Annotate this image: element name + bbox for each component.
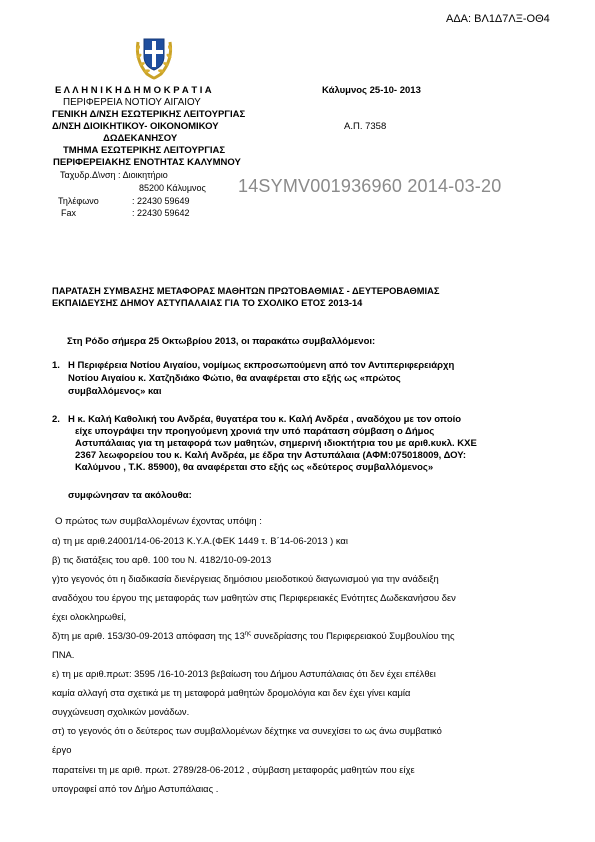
phone-label: Τηλέφωνο: [58, 196, 99, 206]
party2-line2: είχε υπογράψει την προηγούμενη χρονιά την υπό παράταση σύμβαση ο Δήμος: [75, 426, 435, 437]
item-st-line2: έργο: [52, 744, 72, 755]
general-directorate: ΓΕΝΙΚΗ Δ/ΝΣΗ ΕΣΩΤΕΡΙΚΗΣ ΛΕΙΤΟΥΡΓΙΑΣ: [52, 109, 246, 120]
item-b: β) τις διατάξεις του αρθ. 100 του Ν. 4182/10-09-2013: [52, 554, 272, 565]
item-d-superscript: ης: [244, 630, 252, 637]
item-d-line1: [52, 630, 454, 641]
registry-stamp: 14SYMV001936960 2014-03-20: [238, 176, 502, 196]
address-postcode: 85200 Κάλυμνος: [139, 183, 206, 193]
region-name: ΠΕΡΙΦΕΡΕΙΑ ΝΟΤΙΟΥ ΑΙΓΑΙΟΥ: [63, 97, 201, 108]
item-d-text: δ)τη με αριθ. 153/30-09-2013 απόφαση της 13: [52, 630, 245, 641]
extension-line2: υπογραφεί από τον Δήμο Αστυπάλαιας .: [52, 783, 219, 794]
considering-intro: Ο πρώτος των συμβαλλομένων έχοντας υπόψη :: [55, 516, 262, 527]
fax-value: : 22430 59642: [132, 208, 190, 218]
item-a: α) τη με αριθ.24001/14-06-2013 Κ.Υ.Α.(ΦΕΚ 1449 τ. Β΄14-06-2013 ) και: [52, 535, 348, 546]
party2-line3: Αστυπάλαιας για τη μεταφορά των μαθητών, σημερινή ιδιοκτήτρια του με αριθ.κυκλ. ΚΧΕ: [75, 438, 477, 449]
item-g-line2: αναδόχου του έργου της μεταφοράς των μαθητών στις Περιφερειακές Ενότητες Δωδεκανήσου δεν: [52, 592, 456, 603]
agreed-heading: συμφώνησαν τα ακόλουθα:: [68, 490, 192, 501]
place-date: Κάλυμνος 25-10- 2013: [322, 85, 421, 96]
directorate-line2: ΔΩΔΕΚΑΝΗΣΟΥ: [103, 133, 178, 144]
party1-line1: Η Περιφέρεια Νοτίου Αιγαίου, νομίμως εκπροσωπούμενη από τον Αντιπεριφερειάρχη: [68, 360, 455, 371]
party2-line4: 2367 λεωφορείου του κ. Καλή Ανδρέα, με έδρα την Αστυπάλαια (ΑΦΜ:075018009, ΔΟΥ:: [75, 450, 467, 461]
party2-number: 2.: [52, 414, 60, 425]
document-title-line1: ΠΑΡΑΤΑΣΗ ΣΥΜΒΑΣΗΣ ΜΕΤΑΦΟΡΑΣ ΜΑΘΗΤΩΝ ΠΡΩΤΟΒΑΘΜΙΑΣ - ΔΕΥΤΕΡΟΒΑΘΜΙΑΣ: [52, 286, 440, 296]
party1-number: 1.: [52, 360, 60, 371]
party1-line3: συμβαλλόμενος» και: [68, 386, 162, 397]
phone-value: : 22430 59649: [132, 196, 190, 206]
item-st-line1: στ) το γεγονός ότι ο δεύτερος των συμβαλλομένων δέχτηκε να συνεχίσει το ως άνω συμβατικό: [52, 725, 442, 736]
ada-code: ΑΔΑ: ΒΛ1Δ7ΛΞ-ΟΘ4: [446, 13, 550, 25]
item-e-line1: ε) τη με αριθ.πρωτ: 3595 /16-10-2013 βεβαίωση του Δήμου Αστυπάλαιας ότι δεν έχει επέλθει: [52, 668, 436, 679]
department-name: ΤΜΗΜΑ ΕΣΩΤΕΡΙΚΗΣ ΛΕΙΤΟΥΡΓΙΑΣ: [63, 145, 226, 156]
item-d-text-end: συνεδρίασης του Περιφερειακού Συμβουλίου της: [251, 630, 455, 641]
document-title-line2: ΕΚΠΑΙΔΕΥΣΗΣ ΔΗΜΟΥ ΑΣΤΥΠΑΛΑΙΑΣ ΓΙΑ ΤΟ ΣΧΟΛΙΚΟ ΕΤΟΣ 2013-14: [52, 298, 363, 308]
republic-title: Ε Λ Λ Η Ν Ι Κ Η Δ Η Μ Ο Κ Ρ Α Τ Ι Α: [55, 85, 212, 96]
party1-line2: Νοτίου Αιγαίου κ. Χατζηδιάκο Φώτιο, θα αναφέρεται στο εξής ως «πρώτος: [68, 373, 401, 384]
fax-label: Fax: [61, 208, 77, 218]
item-d-line2: ΠΝΑ.: [52, 649, 75, 660]
regional-unit: ΠΕΡΙΦΕΡΕΙΑΚΗΣ ΕΝΟΤΗΤΑΣ ΚΑΛΥΜΝΟΥ: [53, 157, 241, 168]
directorate-line1: Δ/ΝΣΗ ΔΙΟΙΚΗΤΙΚΟΥ- ΟΙΚΟΝΟΜΙΚΟΥ: [52, 121, 219, 132]
party2-line5: Καλύμνου , Τ.Κ. 85900), θα αναφέρεται στο εξής ως «δεύτερος συμβαλλόμενος»: [75, 462, 434, 473]
protocol-number: Α.Π. 7358: [344, 121, 387, 132]
party2-line1: Η κ. Καλή Καθολική του Ανδρέα, θυγατέρα του κ. Καλή Ανδρέα , αναδόχου με τον οποίο: [68, 414, 462, 425]
extension-line1: παρατείνει τη με αριθ. πρωτ. 2789/28-06-2012 , σύμβαση μεταφοράς μαθητών που είχε: [52, 764, 415, 775]
item-e-line3: συγχώνευση σχολικών μονάδων.: [52, 706, 190, 717]
intro-line: Στη Ρόδο σήμερα 25 Οκτωβρίου 2013, οι παρακάτω συμβαλλόμενοι:: [67, 336, 376, 347]
greek-emblem-icon: [133, 30, 175, 80]
item-g-line1: γ)το γεγονός ότι η διαδικασία διενέργειας δημόσιου μειοδοτικού διαγωνισμού για την ανάδειξη: [52, 573, 439, 584]
address-label: Ταχυδρ.Δ\νση : Διοικητήριο: [60, 170, 168, 180]
item-e-line2: καμία αλλαγή στα σχετικά με τη μεταφορά μαθητών δρομολόγια και δεν έχει γίνει καμία: [52, 687, 411, 698]
item-g-line3: έχει ολοκληρωθεί,: [52, 611, 127, 622]
